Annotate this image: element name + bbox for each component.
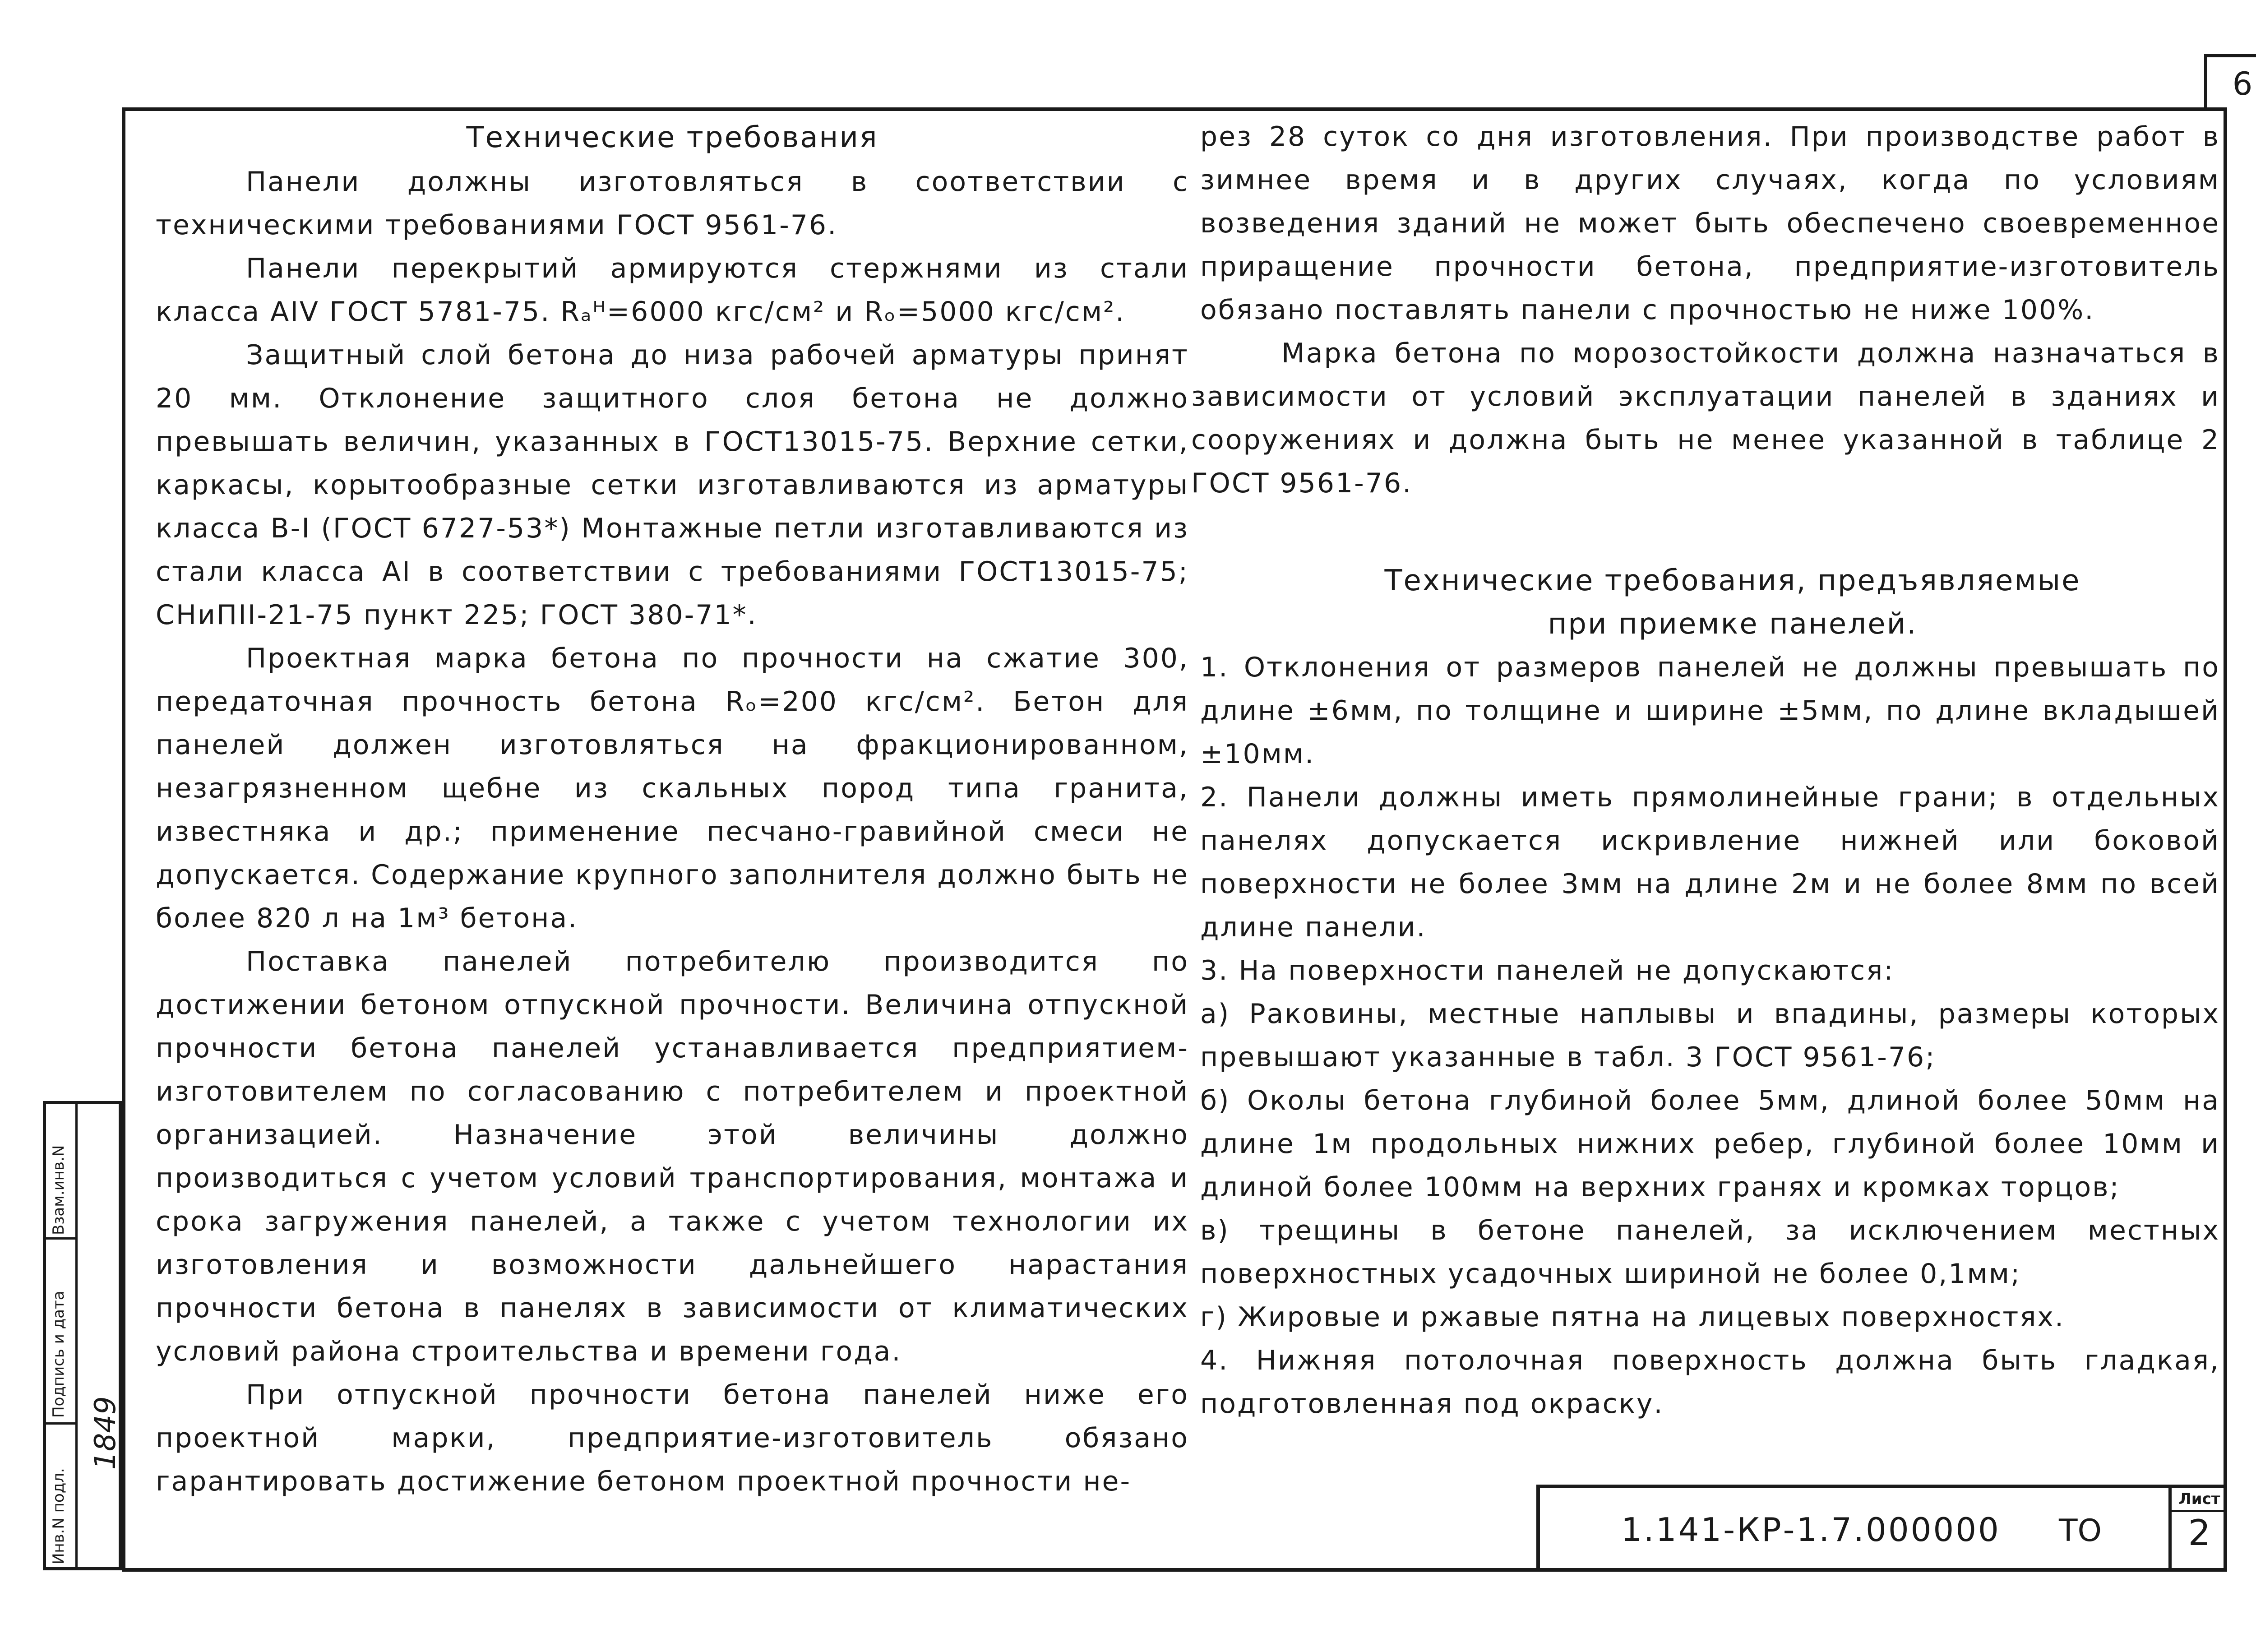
- spacer: [1191, 505, 2220, 559]
- title-block: [1536, 1485, 2227, 1572]
- page-number-tab: [2204, 54, 2256, 107]
- list-item: 1. Отклонения от размеров панелей не должны превышать по длине ±6мм, по толщине и ширине ±5мм, по длине вкладышей ±10мм.: [1200, 652, 2220, 770]
- list-item: г) Жировые и ржавые пятна на лицевых поверхностях.: [1200, 1301, 2065, 1333]
- sheet-box: [2168, 1488, 2227, 1572]
- acceptance-heading-line2: при приемке панелей.: [1548, 607, 1918, 641]
- right-column: [1191, 115, 2220, 1425]
- stamp-label-sign: Подпись и дата: [50, 1291, 68, 1418]
- document-code: 1.141-КР-1.7.000000: [1621, 1511, 2001, 1549]
- sheet-number: 2: [2188, 1513, 2211, 1554]
- list-item: б) Околы бетона глубиной более 5мм, длиной более 50мм на длине 1м продольных нижних ребер, глубиной более 10мм и длиной более 100мм на верхних гранях и кромках торцов;: [1200, 1085, 2220, 1203]
- left-paragraph-4: Проектная марка бетона по прочности на сжатие 300, передаточная прочность бетона Rₒ=200 кгс/см². Бетон для панелей должен изготовляться на фракционированном, незагрязненном щебне из скальных пород типа гранита, известняка и др.; применение песчано-гравийной смеси не допускается. Содержание крупного заполнителя должно быть не более 820 л на 1м³ бетона.: [156, 643, 1189, 934]
- left-paragraph-5: Поставка панелей потребителю производится по достижении бетоном отпускной прочности. Величина отпускной прочности бетона панелей устанавливается предприятием-изготовителем по согласованию с потребителем и проектной организацией. Назначение этой величины должно производиться с учетом условий транспортирования, монтажа и срока загружения панелей, а также с учетом технологии их изготовления и возможности дальнейшего нарастания прочности бетона в панелях в зависимости от климатических условий района строительства и времени года.: [156, 946, 1189, 1367]
- stamp-cell-sign: [46, 1240, 75, 1425]
- stamp-cell-orig: [46, 1425, 75, 1569]
- document-type: ТО: [2059, 1513, 2102, 1549]
- stamp-label-replace: Взам.инв.N: [50, 1145, 68, 1235]
- left-paragraph-3: Защитный слой бетона до низа рабочей арматуры принят 20 мм. Отклонение защитного слоя бетона не должно превышать величин, указанных в ГОСТ13015-75. Верхние сетки, каркасы, корытообразные сетки изготавливаются из арматуры класса В-I (ГОСТ 6727-53*) Монтажные петли изготавливаются из стали класса AI в соответствии с требованиями ГОСТ13015-75; СНиПII-21-75 пункт 225; ГОСТ 380-71*.: [156, 339, 1189, 631]
- left-paragraph-2: Панели перекрытий армируются стержнями из стали класса AIV ГОСТ 5781-75. Rₐᴴ=6000 кгс/см² и Rₒ=5000 кгс/см².: [156, 253, 1189, 328]
- stamp-label-orig: Инв.N подл.: [50, 1468, 68, 1564]
- list-item: 3. На поверхности панелей не допускаются:: [1200, 955, 1895, 986]
- page-number: 6: [2232, 65, 2253, 102]
- frost-paragraph: Марка бетона по морозостойкости должна назначаться в зависимости от условий эксплуатации панелей в зданиях и сооружениях и должна быть не менее указанной в таблице 2 ГОСТ 9561-76.: [1191, 338, 2220, 499]
- acceptance-heading-line1: Технические требования, предъявляемые: [1384, 564, 2081, 597]
- continuation-paragraph: рез 28 суток со дня изготовления. При производстве работ в зимнее время и в других случаях, когда по условиям возведения зданий не может быть обеспечено своевременное приращение прочности бетона, предприятие-изготовитель обязано поставлять панели с прочностью не ниже 100%.: [1200, 121, 2220, 326]
- approval-stamp: [43, 1101, 122, 1570]
- sheet-label: Лист: [2172, 1488, 2227, 1512]
- left-paragraph-6: При отпускной прочности бетона панелей ниже его проектной марки, предприятие-изготовитель обязано гарантировать достижение бетоном проектной прочности не-: [156, 1379, 1189, 1497]
- left-paragraph-1: Панели должны изготовляться в соответствии с техническими требованиями ГОСТ 9561-76.: [156, 166, 1189, 241]
- list-item: 2. Панели должны иметь прямолинейные грани; в отдельных панелях допускается искривление нижней или боковой поверхности не более 3мм на длине 2м и не более 8мм по всей длине панели.: [1200, 782, 2220, 943]
- left-column: [156, 115, 1189, 1503]
- list-item: а) Раковины, местные наплывы и впадины, размеры которых превышают указанные в табл. 3 ГОСТ 9561-76;: [1200, 998, 2220, 1073]
- original-inventory-number: 1849: [89, 1396, 122, 1470]
- section-heading: Технические требования: [466, 121, 878, 154]
- list-item: в) трещины в бетоне панелей, за исключением местных поверхностных усадочных шириной не более 0,1мм;: [1200, 1215, 2220, 1290]
- stamp-label-column: [46, 1104, 78, 1567]
- stamp-cell-replace: [46, 1104, 75, 1240]
- list-item: 4. Нижняя потолочная поверхность должна быть гладкая, подготовленная под окраску.: [1200, 1345, 2220, 1420]
